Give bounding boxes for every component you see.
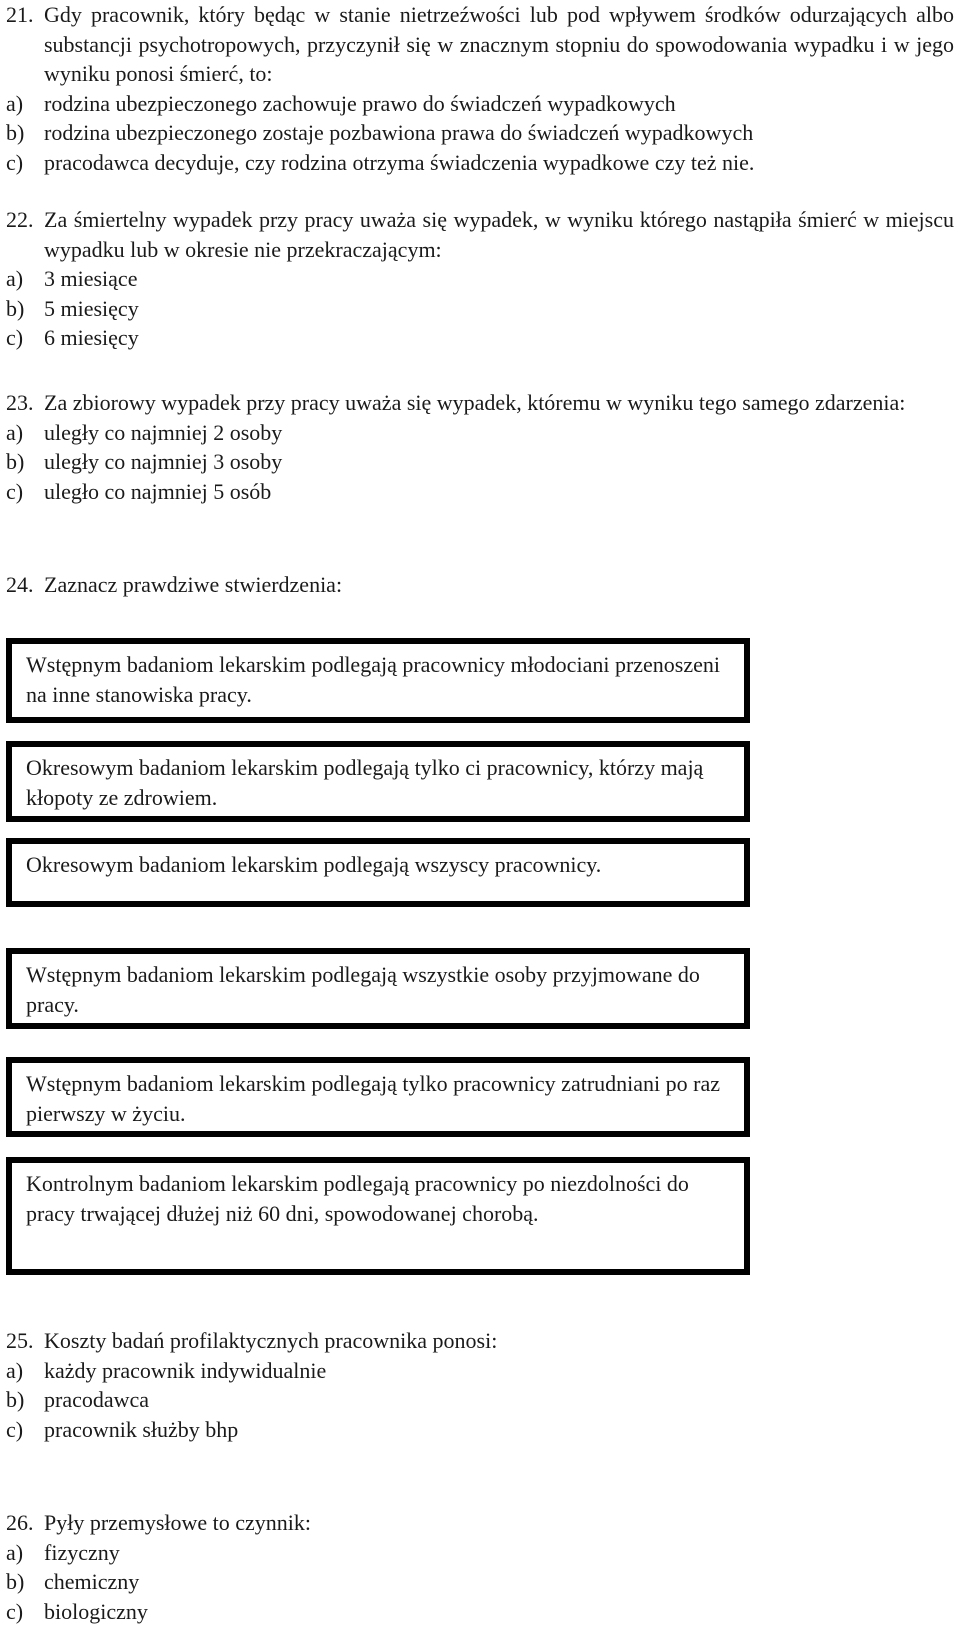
answer-option-b	[6, 1385, 954, 1415]
answer-option-b	[6, 447, 954, 477]
option-letter: c)	[6, 325, 24, 350]
answer-option-c	[6, 1415, 954, 1445]
option-text: rodzina ubezpieczonego zostaje pozbawiona prawa do świadczeń wypadkowych	[44, 120, 754, 145]
answer-option-b	[6, 294, 954, 324]
option-text: chemiczny	[44, 1569, 140, 1594]
statement-box[interactable]	[6, 1157, 750, 1275]
question-number: 21.	[6, 2, 34, 27]
statement-box[interactable]	[6, 948, 750, 1029]
statement-text: Wstępnym badaniom lekarskim podlegają wszystkie osoby przyjmowane do pracy.	[26, 962, 700, 1017]
question-text: Pyły przemysłowe to czynnik:	[44, 1510, 312, 1535]
option-letter: b)	[6, 1569, 25, 1594]
question-text: Zaznacz prawdziwe stwierdzenia:	[44, 572, 343, 597]
answer-option-a	[6, 1356, 954, 1386]
option-letter: a)	[6, 1539, 24, 1565]
question-26	[6, 1508, 954, 1626]
answer-option-b	[6, 118, 954, 148]
question-number: 25.	[6, 1328, 34, 1353]
question-number: 26.	[6, 1510, 34, 1535]
statement-text: Okresowym badaniom lekarskim podlegają tylko ci pracownicy, którzy mają kłopoty ze zdrowiem.	[26, 755, 704, 810]
question-number: 22.	[6, 207, 34, 232]
option-text: fizyczny	[44, 1539, 120, 1565]
option-text: uległy co najmniej 2 osoby	[44, 419, 283, 445]
option-text: biologiczny	[44, 1598, 148, 1624]
option-text: 5 miesięcy	[44, 295, 139, 321]
option-text: rodzina ubezpieczonego zachowuje prawo do świadczeń wypadkowych	[44, 90, 676, 116]
option-letter: b)	[6, 449, 25, 474]
statement-text: Wstępnym badaniom lekarskim podlegają pracownicy młodociani przenoszeni na inne stanowiska pracy.	[26, 652, 720, 707]
question-23-stem	[6, 388, 954, 418]
option-letter: b)	[6, 1387, 25, 1412]
statement-box[interactable]	[6, 1057, 750, 1137]
option-letter: a)	[6, 90, 24, 116]
question-number: 24.	[6, 572, 34, 597]
answer-option-c	[6, 477, 954, 507]
option-letter: c)	[6, 149, 24, 175]
answer-option-a	[6, 89, 954, 119]
answer-option-a	[6, 264, 954, 294]
answer-option-c	[6, 1597, 954, 1627]
statement-box[interactable]	[6, 741, 750, 822]
option-text: pracodawca	[44, 1387, 150, 1412]
question-21-stem	[6, 0, 954, 89]
statement-box[interactable]	[6, 838, 750, 907]
question-25-stem	[6, 1326, 954, 1356]
question-text: Koszty badań profilaktycznych pracownika ponosi:	[44, 1328, 498, 1353]
option-text: pracownik służby bhp	[44, 1416, 239, 1442]
option-text: uległo co najmniej 5 osób	[44, 478, 272, 504]
option-text: każdy pracownik indywidualnie	[44, 1357, 327, 1383]
question-22	[6, 205, 954, 353]
answer-option-a	[6, 418, 954, 448]
answer-option-b	[6, 1567, 954, 1597]
question-text: Gdy pracownik, który będąc w stanie nietrzeźwości lub pod wpływem środków odurzających albo substancji psychotropowych, przyczynił się w znacznym stopniu do spowodowania wypadku i w jego wyniku ponosi śmierć, to:	[44, 2, 954, 86]
option-letter: c)	[6, 1598, 24, 1624]
question-21	[6, 0, 954, 177]
answer-option-c	[6, 148, 954, 178]
option-text: uległy co najmniej 3 osoby	[44, 449, 283, 474]
option-letter: b)	[6, 120, 25, 145]
question-22-stem	[6, 205, 954, 264]
question-number: 23.	[6, 390, 34, 415]
option-text: 6 miesięcy	[44, 325, 139, 350]
question-24-stem	[6, 570, 954, 600]
statement-text: Kontrolnym badaniom lekarskim podlegają pracownicy po niezdolności do pracy trwającej dłużej niż 60 dni, spowodowanej chorobą.	[26, 1171, 689, 1226]
option-text: 3 miesiące	[44, 266, 138, 291]
statement-text: Wstępnym badaniom lekarskim podlegają tylko pracownicy zatrudniani po raz pierwszy w życiu.	[26, 1071, 720, 1126]
option-letter: a)	[6, 1357, 24, 1383]
statement-text: Okresowym badaniom lekarskim podlegają wszyscy pracownicy.	[26, 852, 602, 877]
option-letter: a)	[6, 419, 24, 445]
option-text: pracodawca decyduje, czy rodzina otrzyma świadczenia wypadkowe czy też nie.	[44, 149, 755, 175]
option-letter: c)	[6, 478, 24, 504]
answer-option-c	[6, 323, 954, 353]
question-text: Za zbiorowy wypadek przy pracy uważa się wypadek, któremu w wyniku tego samego zdarzenia:	[44, 390, 906, 415]
statement-box[interactable]	[6, 638, 750, 723]
question-text: Za śmiertelny wypadek przy pracy uważa się wypadek, w wyniku którego nastąpiła śmierć w miejscu wypadku lub w okresie nie przekraczającym:	[44, 207, 954, 262]
answer-option-a	[6, 1538, 954, 1568]
question-25	[6, 1326, 954, 1444]
option-letter: b)	[6, 295, 25, 321]
question-26-stem	[6, 1508, 954, 1538]
option-letter: a)	[6, 266, 24, 291]
question-23	[6, 388, 954, 506]
option-letter: c)	[6, 1416, 24, 1442]
question-24	[6, 570, 954, 600]
